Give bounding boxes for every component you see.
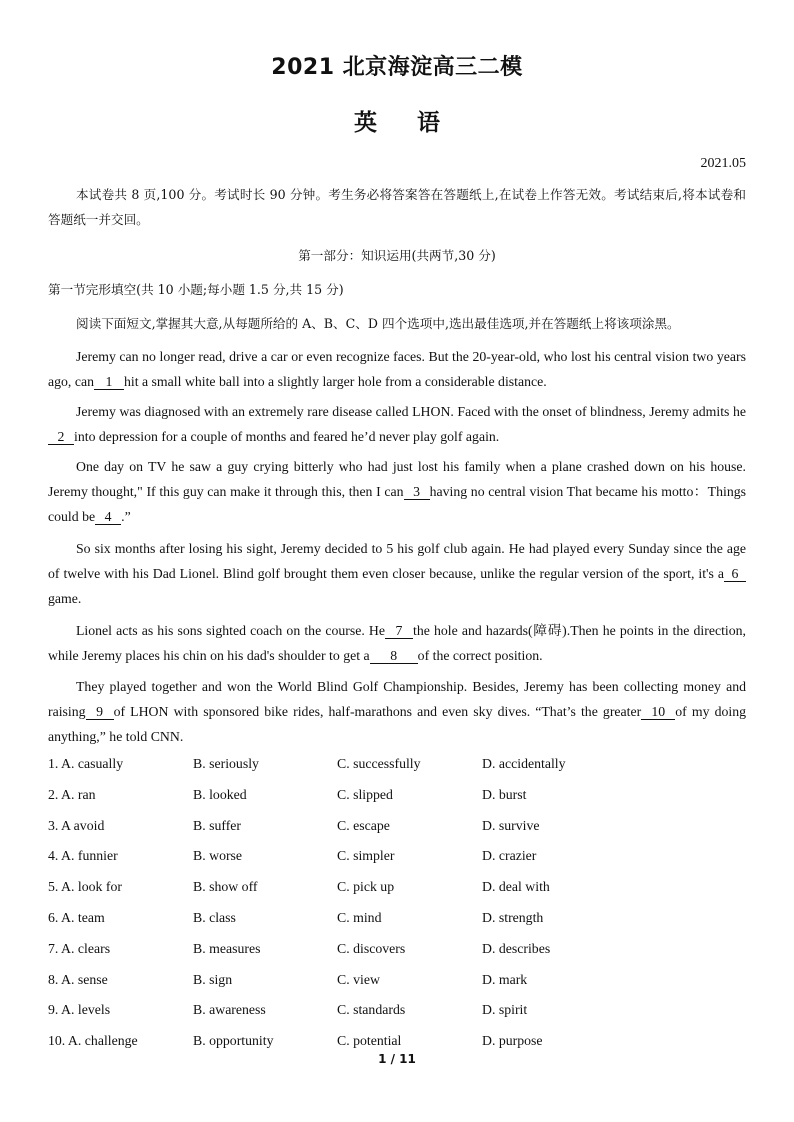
blank-8: 8 xyxy=(370,648,418,664)
option-a: 1. A. casually xyxy=(48,756,124,771)
directions: 阅读下面短文,掌握其大意,从每题所给的 A、B、C、D 四个选项中,选出最佳选项,并在答题纸上将该项涂黑。 xyxy=(76,316,680,331)
option-row xyxy=(48,998,748,1029)
option-d: D. accidentally xyxy=(482,756,566,771)
option-row xyxy=(48,814,748,845)
exam-notice: 本试卷共 8 页,100 分。考试时长 90 分钟。考生务必将答案答在答题纸上,在试卷上作答无效。考试结束后,将本试卷和答题纸一并交回。 xyxy=(48,187,746,227)
option-c: C. successfully xyxy=(337,756,421,771)
option-a: 3. A avoid xyxy=(48,817,105,833)
subject-char-2: 语 xyxy=(417,110,440,136)
option-b: B. seriously xyxy=(193,756,259,771)
option-row xyxy=(48,968,748,999)
option-b: B. sign xyxy=(193,971,233,987)
option-row xyxy=(48,844,748,875)
option-row xyxy=(48,783,748,814)
option-a: 6. A. team xyxy=(48,909,105,925)
option-row xyxy=(48,875,748,906)
passage-paragraph-3: One day on TV he saw a guy crying bitterly who had just lost his family when a plane crashed down on his house. Jeremy thought," If this guy can make it through this, then I can 3 having no central vision That became his motto：Things could be 4 .” xyxy=(48,459,746,524)
option-d: D. burst xyxy=(482,786,527,802)
option-a: 7. A. clears xyxy=(48,940,111,956)
passage-paragraph-4: So six months after losing his sight, Jeremy decided to 5 his golf club again. He had played every Sunday since the age of twelve with his Dad Lionel. Blind golf brought them even closer because, unlike the regular version of the sport, it's a 6game. xyxy=(48,541,746,606)
option-d: D. mark xyxy=(482,971,528,987)
passage-paragraph-2: Jeremy was diagnosed with an extremely rare disease called LHON. Faced with the onset of blindness, Jeremy admits he2 into depression for a couple of months and feared he’d never play golf again. xyxy=(48,399,746,449)
option-c: C. mind xyxy=(337,909,382,925)
option-row xyxy=(48,752,748,783)
blank-3: 3 xyxy=(404,484,430,500)
option-b: B. measures xyxy=(193,940,261,956)
option-a: 10. A. challenge xyxy=(48,1033,138,1049)
option-d: D. strength xyxy=(482,909,544,925)
option-d: D. deal with xyxy=(482,879,550,895)
option-a: 5. A. look for xyxy=(48,879,122,895)
passage-paragraph-6: They played together and won the World Blind Golf Championship. Besides, Jeremy has been collecting money and raising 9 of LHON with sponsored bike rides, half-marathons and even sky dives. “That’s the greater 10 of my doing anything,” he told CNN. xyxy=(48,679,746,744)
subject-title xyxy=(0,104,794,137)
option-c: C. potential xyxy=(337,1033,402,1049)
option-c: C. standards xyxy=(337,1002,406,1018)
option-b: B. show off xyxy=(193,879,258,895)
passage-paragraph-1: Jeremy can no longer read, drive a car or even recognize faces. But the 20-year-old, who lost his central vision two years ago, can 1 hit a small white ball into a slightly larger hole from a considerable distance. xyxy=(48,349,746,389)
option-c: C. simpler xyxy=(337,848,395,864)
option-b: B. class xyxy=(193,909,236,925)
option-c: C. view xyxy=(337,971,380,987)
option-b: B. opportunity xyxy=(193,1033,274,1049)
option-b: B. awareness xyxy=(193,1002,266,1018)
option-c: C. pick up xyxy=(337,879,395,895)
subject-char-1: 英 xyxy=(354,110,377,136)
option-row xyxy=(48,906,748,937)
blank-7: 7 xyxy=(385,623,413,639)
blank-10: 10 xyxy=(641,704,675,720)
option-b: B. worse xyxy=(193,848,243,864)
option-b: B. looked xyxy=(193,786,247,802)
option-c: C. slipped xyxy=(337,786,393,802)
option-d: D. survive xyxy=(482,817,540,833)
answer-options xyxy=(48,752,748,1060)
option-a: 8. A. sense xyxy=(48,971,108,987)
exam-date: 2021.05 xyxy=(700,156,746,171)
section-title: 第一节完形填空(共 10 小题;每小题 1.5 分,共 15 分) xyxy=(48,282,344,297)
passage-paragraph-5: Lionel acts as his sons sighted coach on the course. He 7 the hole and hazards(障碍).Then he points in the direction, while Jeremy places his chin on his dad's shoulder to get a 8 of the correct position. xyxy=(48,623,746,663)
option-row xyxy=(48,937,748,968)
blank-2: 2 xyxy=(48,429,74,445)
option-c: C. escape xyxy=(337,817,390,833)
blank-1: 1 xyxy=(94,374,124,390)
exam-title: 2021 北京海淀高三二模 xyxy=(271,55,523,80)
blank-4: 4 xyxy=(95,509,121,525)
option-a: 2. A. ran xyxy=(48,786,96,802)
blank-6: 6 xyxy=(724,566,746,582)
option-a: 9. A. levels xyxy=(48,1002,111,1018)
option-d: D. describes xyxy=(482,940,551,956)
option-c: C. discovers xyxy=(337,940,406,956)
option-d: D. purpose xyxy=(482,1033,543,1049)
option-a: 4. A. funnier xyxy=(48,848,118,864)
option-b: B. suffer xyxy=(193,817,242,833)
blank-9: 9 xyxy=(86,704,114,720)
page-number: 1 / 11 xyxy=(378,1052,416,1066)
option-d: D. crazier xyxy=(482,848,537,864)
option-d: D. spirit xyxy=(482,1002,528,1018)
part-title: 第一部分：知识运用(共两节,30 分) xyxy=(298,248,496,263)
